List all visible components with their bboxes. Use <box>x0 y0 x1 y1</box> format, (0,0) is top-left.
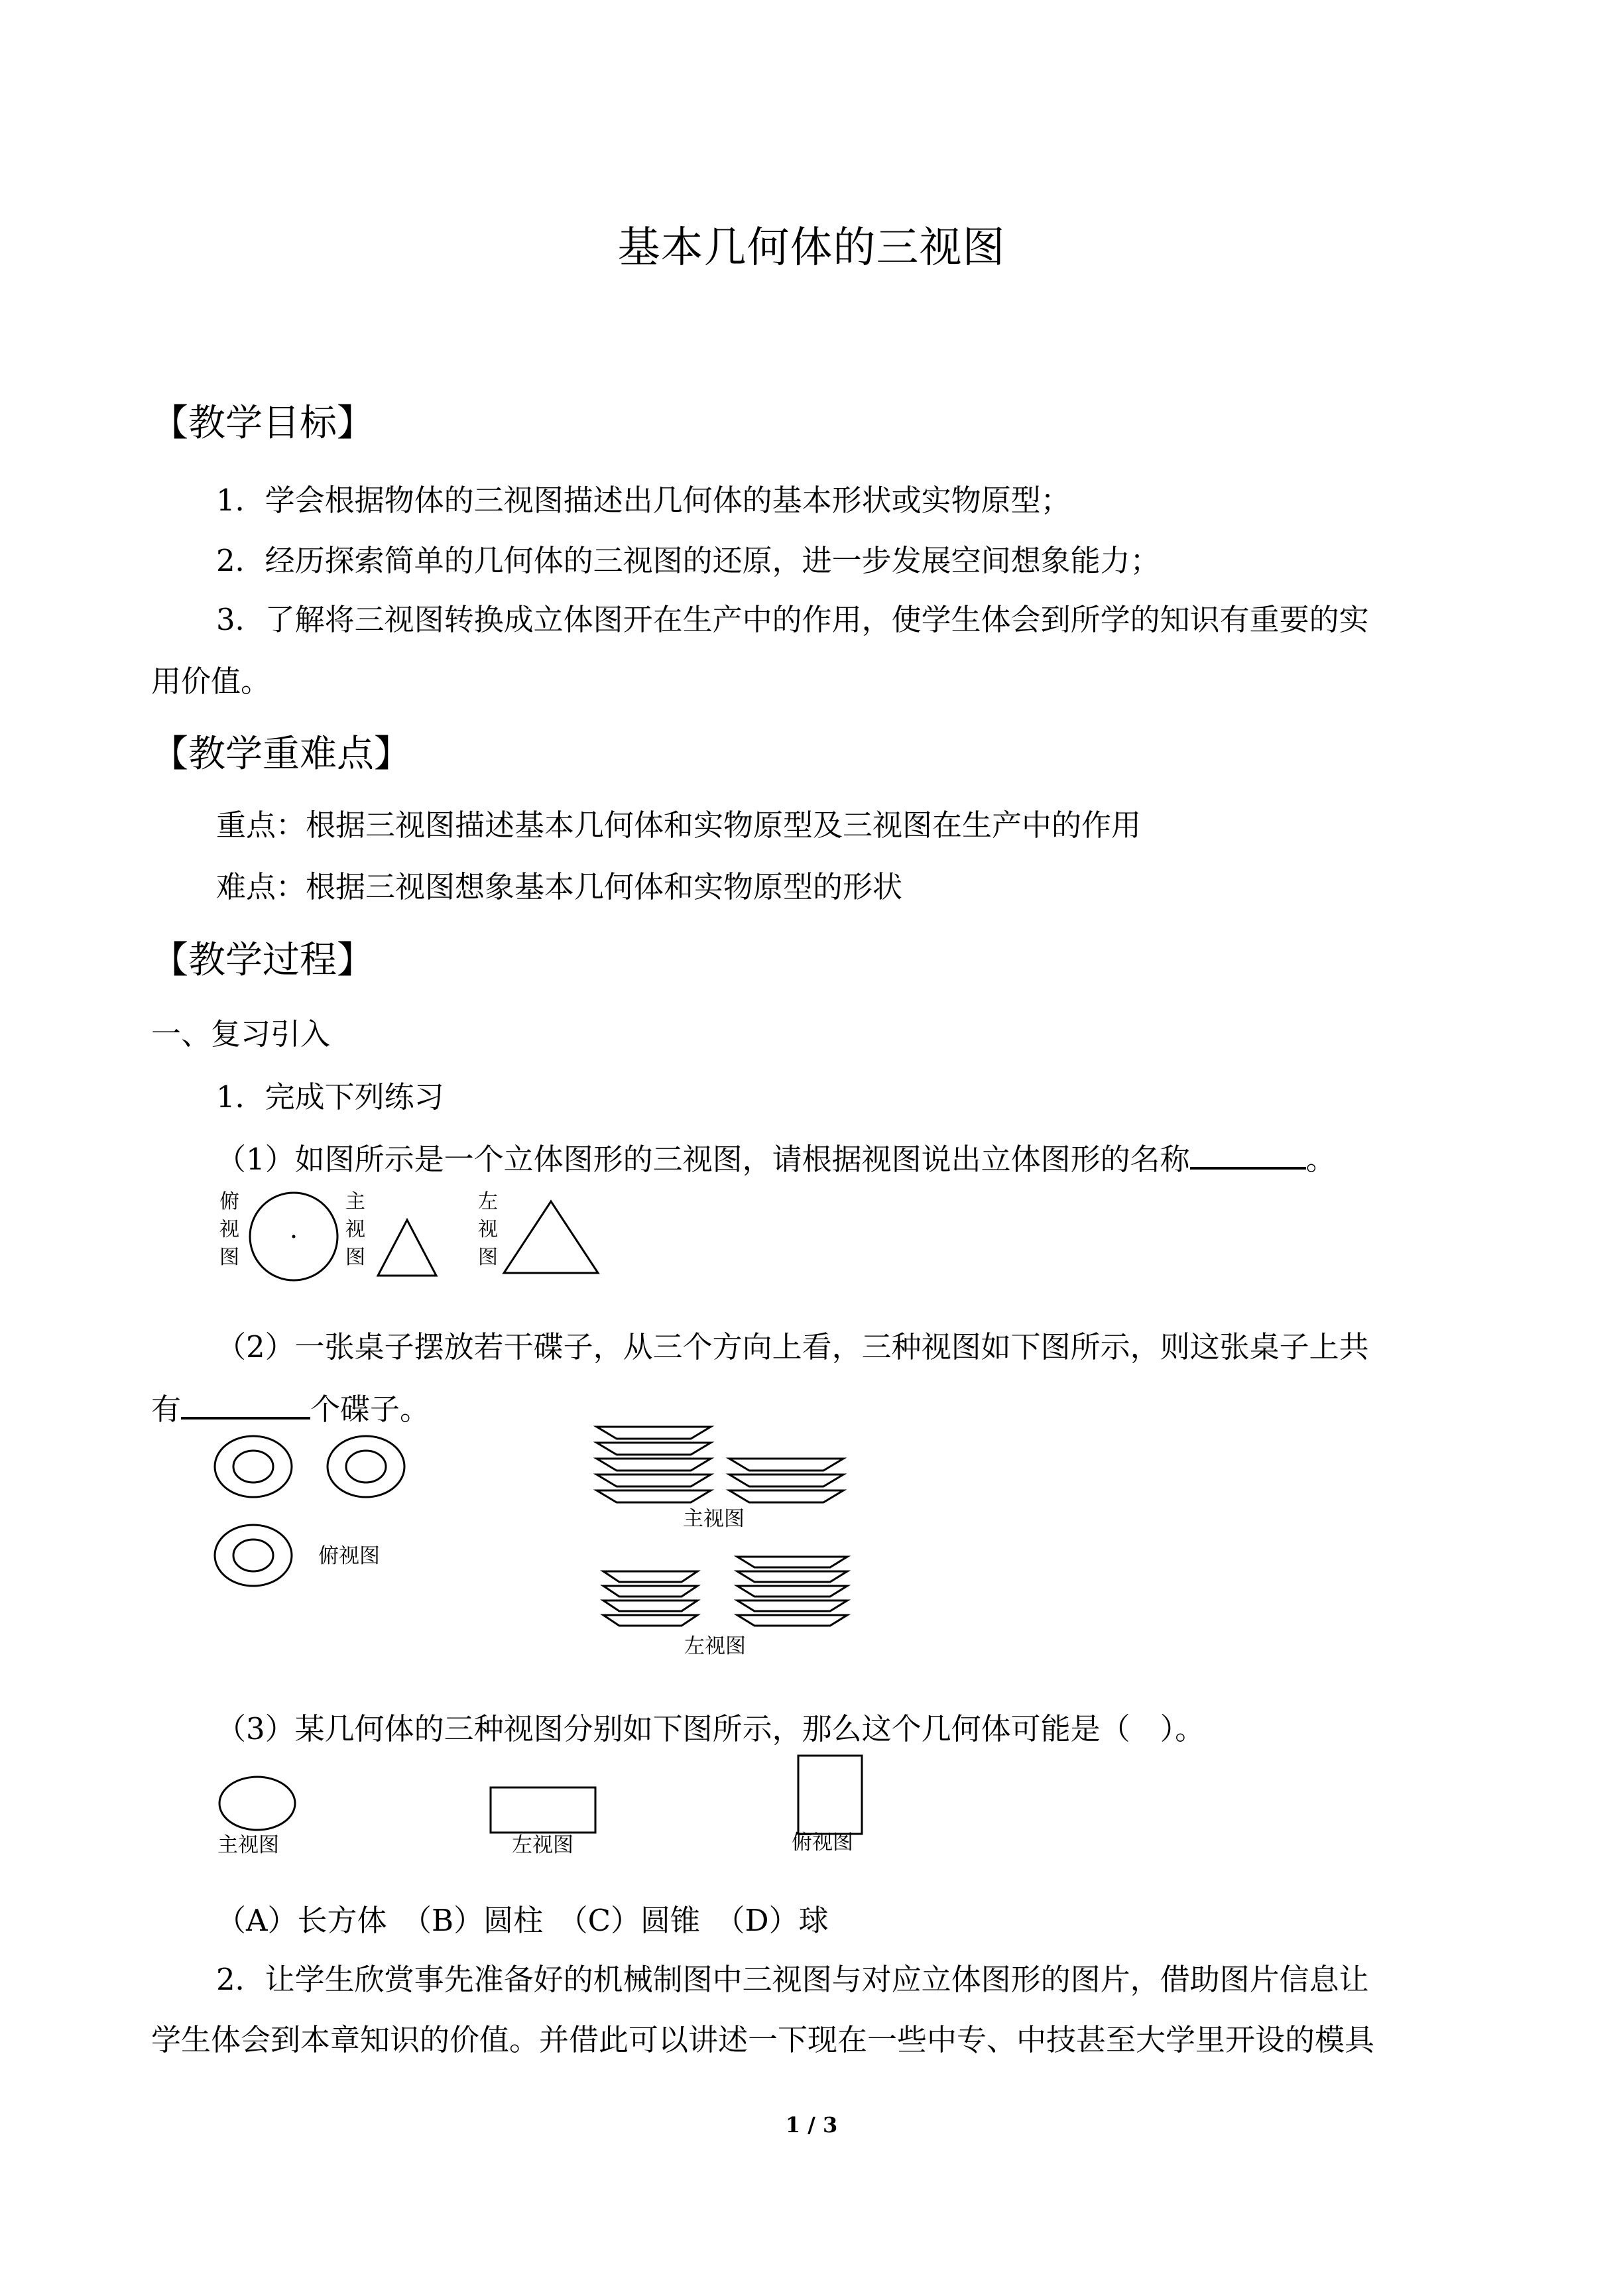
plate-inner-ring <box>346 1451 386 1482</box>
question-2-line-2-start: 有 <box>151 1392 182 1427</box>
key-point-focus: 重点：根据三视图描述基本几何体和实物原型及三视图在生产中的作用 <box>216 808 1142 843</box>
rectangle-top-view <box>798 1756 862 1834</box>
ellipse-front-view <box>219 1777 295 1830</box>
question-2-line-2 <box>151 1392 430 1427</box>
label-front-view-vertical: 主视图 <box>345 1190 365 1269</box>
label-left-view: 左视图 <box>684 1634 746 1658</box>
plate-outer-ring <box>215 1525 292 1586</box>
figure-q2-front-view <box>594 1424 859 1537</box>
plate-inner-ring <box>233 1451 273 1482</box>
answer-blank-2 <box>181 1392 310 1420</box>
label-top-view-vertical: 俯视图 <box>219 1190 239 1269</box>
label-top-view: 俯视图 <box>318 1544 380 1568</box>
figure-q2-top-view <box>212 1433 544 1593</box>
figure-q1-three-views <box>213 1188 625 1281</box>
section-heading-goals: 【教学目标】 <box>151 402 374 445</box>
process-step-2-line-1: 2．让学生欣赏事先准备好的机械制图中三视图与对应立体图形的图片，借助图片信息让 <box>216 1962 1369 1997</box>
question-3-options: （A）长方体 （B）圆柱 （C）圆锥 （D）球 <box>216 1903 829 1938</box>
plate-inner-ring <box>233 1540 273 1571</box>
label-front-view: 主视图 <box>683 1507 745 1531</box>
answer-blank-1 <box>1190 1142 1306 1170</box>
goal-item-3-line-1: 3．了解将三视图转换成立体图开在生产中的作用，使学生体会到所学的知识有重要的实 <box>216 602 1369 637</box>
process-step-1: 1．完成下列练习 <box>216 1079 444 1115</box>
plate-outer-ring <box>328 1436 404 1497</box>
process-step-2-line-2: 学生体会到本章知识的价值。并借此可以讲述一下现在一些中专、中技甚至大学里开设的模具 <box>151 2022 1375 2057</box>
goal-item-1: 1．学会根据物体的三视图描述出几何体的基本形状或实物原型； <box>216 483 1071 518</box>
triangle-front-view <box>378 1220 436 1276</box>
figure-q2-left-view <box>601 1551 866 1664</box>
goal-item-2: 2．经历探索简单的几何体的三视图的还原，进一步发展空间想象能力； <box>216 543 1160 578</box>
label-left-view-vertical: 左视图 <box>478 1190 498 1269</box>
page-number: 1 / 3 <box>785 2112 838 2138</box>
section-heading-process: 【教学过程】 <box>151 939 374 982</box>
question-1 <box>216 1142 1336 1177</box>
section-heading-key-points: 【教学重难点】 <box>151 733 411 776</box>
key-point-difficulty: 难点：根据三视图想象基本几何体和实物原型的形状 <box>216 869 903 904</box>
rectangle-left-view <box>491 1787 595 1833</box>
figure-q2-top-view-shapes <box>212 1433 544 1593</box>
question-2-line-1: （2）一张桌子摆放若干碟子，从三个方向上看，三种视图如下图所示，则这张桌子上共 <box>216 1329 1369 1364</box>
label-top-view: 俯视图 <box>792 1831 853 1854</box>
plate-outer-ring <box>215 1436 292 1497</box>
question-2-line-2-end: 个碟子。 <box>310 1392 430 1427</box>
plate-stack-right <box>729 1459 843 1502</box>
figure-q3-three-views <box>215 1750 878 1863</box>
plate-stack-right <box>737 1557 847 1626</box>
process-part-1: 一、复习引入 <box>151 1016 331 1052</box>
plate-stack-left <box>603 1571 697 1626</box>
goal-item-3-line-2: 用价值。 <box>151 664 271 699</box>
triangle-left-view <box>504 1201 598 1273</box>
question-1-text: （1）如图所示是一个立体图形的三视图，请根据视图说出立体图形的名称 <box>216 1142 1190 1177</box>
plate-stack-left <box>597 1427 711 1502</box>
label-front-view: 主视图 <box>217 1833 279 1857</box>
question-1-end: 。 <box>1305 1142 1336 1177</box>
page-title: 基本几何体的三视图 <box>617 223 1006 272</box>
label-left-view: 左视图 <box>512 1833 573 1857</box>
question-3: （3）某几何体的三种视图分别如下图所示，那么这个几何体可能是（ ）。 <box>216 1711 1205 1746</box>
figure-q1-shapes <box>213 1188 625 1281</box>
circle-center-dot <box>292 1235 296 1239</box>
